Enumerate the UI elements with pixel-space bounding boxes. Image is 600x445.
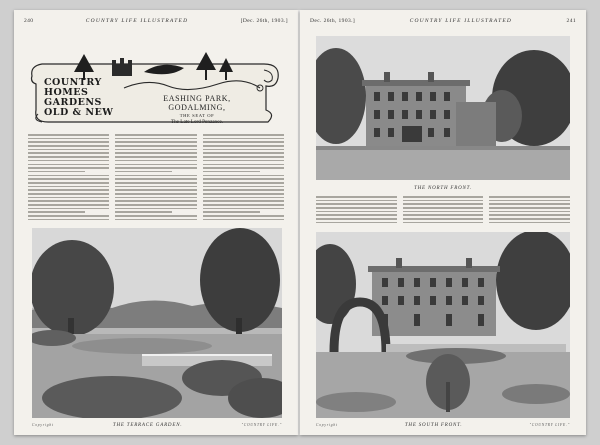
illegible-text-line [203, 171, 260, 173]
illegible-text-line [115, 152, 196, 154]
illegible-text-line [28, 219, 109, 221]
illegible-text-line [115, 149, 196, 151]
illegible-text-line [115, 160, 196, 162]
illegible-text-line [489, 200, 570, 202]
illegible-text-line [403, 222, 484, 224]
illegible-text-line [203, 138, 284, 140]
photo-credit: "COUNTRY LIFE." [529, 423, 570, 427]
south-front-image [316, 232, 570, 418]
illegible-text-line [115, 134, 196, 136]
left-article-text [28, 134, 284, 224]
illegible-text-line [28, 164, 109, 166]
illegible-text-line [489, 214, 570, 216]
illegible-text-line [489, 203, 570, 205]
illegible-text-line [489, 218, 570, 220]
illegible-text-line [203, 208, 284, 210]
illegible-text-line [115, 197, 196, 199]
illegible-text-line [28, 182, 109, 184]
illegible-text-line [203, 215, 284, 217]
right-running-head [310, 16, 576, 26]
text-column-2 [403, 196, 484, 228]
south-front-photo [316, 232, 570, 418]
north-front-caption [316, 184, 570, 192]
illegible-text-line [203, 156, 284, 158]
illegible-text-line [403, 207, 484, 209]
photo-caption: THE NORTH FRONT. [414, 185, 472, 191]
illegible-text-line [489, 196, 570, 198]
illegible-text-line [203, 164, 284, 166]
page-number: 240 [24, 18, 34, 24]
illegible-text-line [203, 152, 284, 154]
illegible-text-line [316, 196, 397, 198]
illegible-text-line [403, 218, 484, 220]
masthead-title-line-1: COUNTRY [44, 77, 102, 88]
illegible-text-line [203, 193, 284, 195]
illegible-text-line [203, 219, 284, 221]
illegible-text-line [489, 207, 570, 209]
illegible-text-line [316, 222, 397, 224]
text-column-3 [203, 134, 284, 224]
photo-credit: "COUNTRY LIFE." [241, 423, 282, 427]
text-column-1 [28, 134, 109, 224]
illegible-text-line [28, 200, 109, 202]
illegible-text-line [115, 186, 196, 188]
estate-name: EASHING PARK, [163, 94, 231, 103]
illegible-text-line [316, 211, 397, 213]
illegible-text-line [28, 134, 109, 136]
right-article-text [316, 196, 570, 228]
illegible-text-line [28, 197, 109, 199]
photo-copyright: Copyright [32, 423, 54, 427]
illegible-text-line [28, 178, 109, 180]
illegible-text-line [203, 200, 284, 202]
illegible-text-line [28, 171, 85, 173]
illegible-text-line [28, 138, 109, 140]
illegible-text-line [316, 203, 397, 205]
illegible-text-line [28, 189, 109, 191]
illegible-text-line [115, 167, 196, 169]
terrace-garden-caption [32, 421, 282, 429]
magazine-title: COUNTRY LIFE ILLUSTRATED [85, 18, 189, 24]
illegible-text-line [115, 171, 172, 173]
right-page [300, 10, 586, 435]
left-running-head [24, 16, 288, 26]
illegible-text-line [203, 145, 284, 147]
illegible-text-line [28, 215, 109, 217]
illegible-text-line [28, 175, 109, 177]
illegible-text-line [115, 193, 196, 195]
text-column-3 [489, 196, 570, 228]
illegible-text-line [403, 211, 484, 213]
illegible-text-line [203, 182, 284, 184]
left-page [14, 10, 298, 435]
illegible-text-line [115, 138, 196, 140]
estate-heading [132, 94, 262, 125]
issue-date: [Dec. 26th, 1903.] [240, 18, 288, 24]
illegible-text-line [115, 178, 196, 180]
illegible-text-line [115, 204, 196, 206]
illegible-text-line [489, 211, 570, 213]
photo-caption: THE SOUTH FRONT. [404, 422, 463, 428]
illegible-text-line [403, 214, 484, 216]
illegible-text-line [28, 156, 109, 158]
illegible-text-line [115, 164, 196, 166]
photo-copyright: Copyright [316, 423, 338, 427]
illegible-text-line [28, 152, 109, 154]
seat-of-label: THE SEAT OF [179, 113, 215, 118]
masthead-title-line-4: OLD & NEW [44, 107, 114, 118]
illegible-text-line [115, 189, 196, 191]
illegible-text-line [203, 186, 284, 188]
illegible-text-line [28, 211, 85, 213]
illegible-text-line [316, 218, 397, 220]
illegible-text-line [203, 211, 260, 213]
illegible-text-line [203, 160, 284, 162]
illegible-text-line [115, 145, 196, 147]
illegible-text-line [489, 222, 570, 224]
illegible-text-line [115, 156, 196, 158]
illegible-text-line [115, 215, 196, 217]
illegible-text-line [203, 167, 284, 169]
illegible-text-line [28, 149, 109, 151]
illegible-text-line [203, 134, 284, 136]
illegible-text-line [203, 141, 284, 143]
illegible-text-line [115, 208, 196, 210]
illegible-text-line [28, 186, 109, 188]
illegible-text-line [115, 200, 196, 202]
illegible-text-line [203, 197, 284, 199]
illegible-text-line [115, 211, 172, 213]
masthead-title-line-3: GARDENS [44, 97, 102, 108]
illegible-text-line [403, 196, 484, 198]
illegible-text-line [115, 219, 196, 221]
estate-location: GODALMING, [168, 103, 226, 112]
illegible-text-line [28, 204, 109, 206]
illegible-text-line [115, 175, 196, 177]
illegible-text-line [203, 189, 284, 191]
estate-owner: The Late Lord Penzance. [170, 119, 224, 125]
illegible-text-line [28, 160, 109, 162]
illegible-text-line [316, 214, 397, 216]
masthead-title [44, 78, 114, 118]
illegible-text-line [403, 203, 484, 205]
illegible-text-line [203, 204, 284, 206]
illegible-text-line [28, 208, 109, 210]
illegible-text-line [115, 141, 196, 143]
north-front-image [316, 36, 570, 180]
illegible-text-line [316, 207, 397, 209]
illegible-text-line [28, 141, 109, 143]
north-front-photo [316, 36, 570, 180]
terrace-garden-photo [32, 228, 282, 418]
illegible-text-line [115, 182, 196, 184]
south-front-caption [316, 421, 570, 429]
illegible-text-line [403, 200, 484, 202]
text-column-2 [115, 134, 196, 224]
illegible-text-line [28, 167, 109, 169]
masthead-title-line-2: HOMES [44, 87, 89, 98]
illegible-text-line [316, 200, 397, 202]
magazine-title: COUNTRY LIFE ILLUSTRATED [409, 18, 513, 24]
text-column-1 [316, 196, 397, 228]
illegible-text-line [28, 193, 109, 195]
terrace-garden-image [32, 228, 282, 418]
illegible-text-line [203, 175, 284, 177]
country-homes-masthead [28, 48, 286, 128]
illegible-text-line [203, 178, 284, 180]
photo-caption: THE TERRACE GARDEN. [112, 422, 183, 428]
issue-date: Dec. 26th, 1903.] [310, 18, 356, 24]
page-number: 241 [566, 18, 576, 24]
illegible-text-line [203, 149, 284, 151]
illegible-text-line [28, 145, 109, 147]
